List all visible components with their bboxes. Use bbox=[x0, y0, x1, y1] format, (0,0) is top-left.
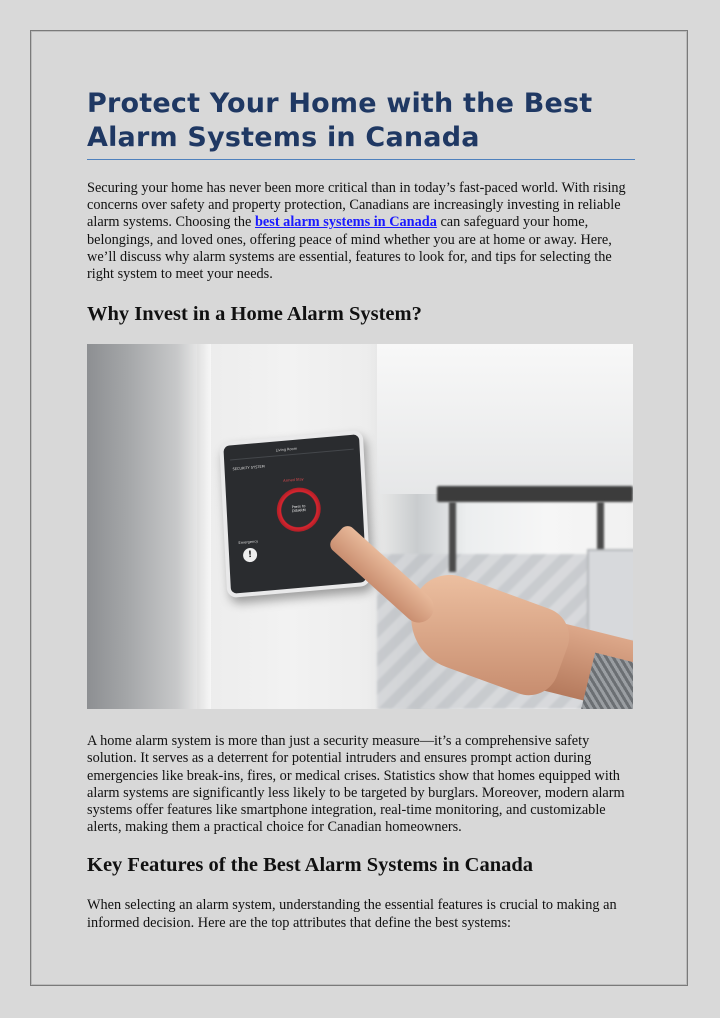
alarm-systems-link[interactable]: best alarm systems in Canada bbox=[254, 214, 437, 231]
emergency-icon: ! bbox=[243, 548, 258, 563]
section-heading-key-features: Key Features of the Best Alarm Systems in Canada bbox=[87, 854, 534, 877]
hero-image-alarm-panel bbox=[87, 344, 633, 709]
background-table bbox=[437, 486, 633, 502]
alarm-control-panel bbox=[219, 430, 371, 598]
intro-text-start: Securing your home has never been more critical than in today’s fast-paced world. With rising concerns over safety and property protection, Canadians are increasingly investing in reliable alarm systems. Choosing the bbox=[87, 180, 626, 231]
wall-edge bbox=[197, 344, 211, 709]
page-content bbox=[87, 87, 635, 932]
document-page bbox=[30, 30, 688, 986]
background-window bbox=[377, 344, 633, 494]
emergency-label: Emergency bbox=[238, 539, 259, 546]
panel-status-label: SECURITY SYSTEM bbox=[232, 464, 265, 472]
panel-mode-label: Armed Stay bbox=[283, 477, 304, 484]
key-features-paragraph: When selecting an alarm system, understanding the essential features is crucial to making an informed decision. Here are the top attributes that define the best systems: bbox=[87, 897, 617, 931]
why-invest-paragraph: A home alarm system is more than just a security measure—it’s a comprehensive safety solution. It serves as a deterrent for potential intruders and ensures prompt action during emergencies like break-ins, fires, or medical crises. Statistics show that homes equipped with alarm systems are significantly less likely to be targeted by burglars. Moreover, modern alarm systems offer features like smartphone integration, real-time monitoring, and customizable alerts, making them a practical choice for Canadian homeowners. bbox=[87, 733, 625, 836]
disarm-button-text: Press to DISARM bbox=[291, 504, 306, 514]
section-heading-why-invest: Why Invest in a Home Alarm System? bbox=[87, 303, 422, 326]
panel-header-label: Living Room bbox=[275, 446, 298, 453]
intro-text-end: can safeguard your home, belongings, and loved ones, offering peace of mind whether you are at home or away. Here, we’ll discuss why alarm systems are essential, features to look for, and tips for selecting the right system to meet your needs. bbox=[87, 214, 612, 283]
page-title: Protect Your Home with the Best Alarm Systems in Canada bbox=[87, 88, 593, 153]
title-divider bbox=[87, 159, 635, 160]
background-table-leg bbox=[449, 502, 456, 572]
background-chair bbox=[587, 549, 633, 643]
intro-paragraph bbox=[87, 180, 635, 283]
disarm-button-graphic bbox=[276, 486, 322, 534]
